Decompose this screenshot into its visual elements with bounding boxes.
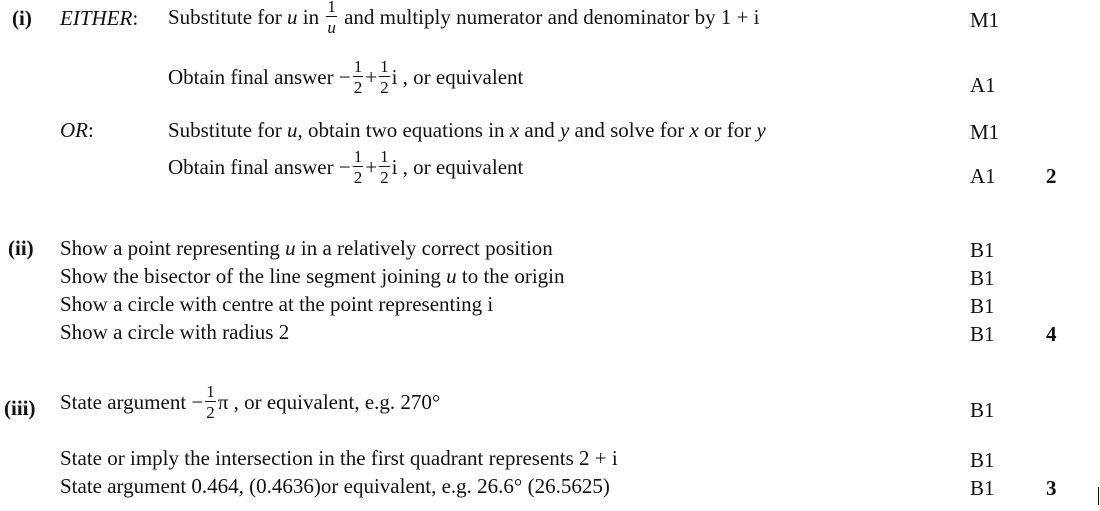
part-ii-line-1: Show a point representing u in a relatively correct position bbox=[60, 236, 553, 260]
part-ii-total: 4 bbox=[1046, 322, 1057, 346]
part-iii-label: (iii) bbox=[4, 396, 36, 420]
part-ii-line-3: Show a circle with centre at the point representing i bbox=[60, 292, 494, 316]
part-iii-line-3: State argument 0.464, (0.4636)or equivalent, e.g. 26.6° (26.5625) bbox=[60, 474, 610, 498]
one-over-u-fraction: $\frac{1}{u}$ bbox=[327, 0, 336, 37]
or-label: OR: bbox=[60, 118, 94, 142]
part-ii-line-2: Show the bisector of the line segment joining u to the origin bbox=[60, 264, 565, 288]
mark-ii-3: B1 bbox=[970, 294, 995, 318]
mark-i-1: M1 bbox=[970, 8, 1000, 32]
mark-i-4: A1 bbox=[970, 164, 996, 188]
part-ii-line-4: Show a circle with radius 2 bbox=[60, 320, 290, 344]
part-i-step-1: Substitute for u in $\frac{1}{u}$ and multiply numerator and denominator by 1 + i bbox=[168, 0, 760, 37]
half-fraction: $\frac{1}{2}$ bbox=[206, 382, 215, 422]
half-fraction: $\frac{1}{2}$ bbox=[353, 57, 363, 97]
half-fraction: $\frac{1}{2}$ bbox=[353, 147, 363, 187]
mark-i-3: M1 bbox=[970, 120, 1000, 144]
mark-iii-2: B1 bbox=[970, 448, 995, 472]
part-i-label: (i) bbox=[12, 6, 32, 30]
mark-ii-1: B1 bbox=[970, 238, 995, 262]
mark-ii-4: B1 bbox=[970, 322, 995, 346]
part-i-total: 2 bbox=[1046, 164, 1057, 188]
part-iii-total: 3 bbox=[1046, 476, 1057, 500]
part-i-step-4: Obtain final answer − $\frac{1}{2}$ + $\frac{1}{2}$ i , or equivalent bbox=[168, 147, 524, 187]
part-iii-line-1: State argument − $\frac{1}{2}$ π , or equivalent, e.g. 270° bbox=[60, 382, 441, 422]
half-fraction: $\frac{1}{2}$ bbox=[380, 57, 389, 97]
mark-i-2: A1 bbox=[970, 73, 996, 97]
part-i-step-3: Substitute for u, obtain two equations in x and y and solve for x or for y bbox=[168, 118, 766, 142]
half-fraction: $\frac{1}{2}$ bbox=[380, 147, 389, 187]
either-label: EITHER: bbox=[60, 6, 139, 30]
mark-ii-2: B1 bbox=[970, 266, 995, 290]
mark-iii-1: B1 bbox=[970, 398, 995, 422]
mark-iii-3: B1 bbox=[970, 476, 995, 500]
part-iii-line-2: State or imply the intersection in the first quadrant represents 2 + i bbox=[60, 446, 618, 470]
part-ii-label: (ii) bbox=[8, 236, 34, 260]
text-cursor bbox=[1098, 487, 1099, 505]
part-i-step-2: Obtain final answer − $\frac{1}{2}$ + $\frac{1}{2}$ i , or equivalent bbox=[168, 57, 524, 97]
